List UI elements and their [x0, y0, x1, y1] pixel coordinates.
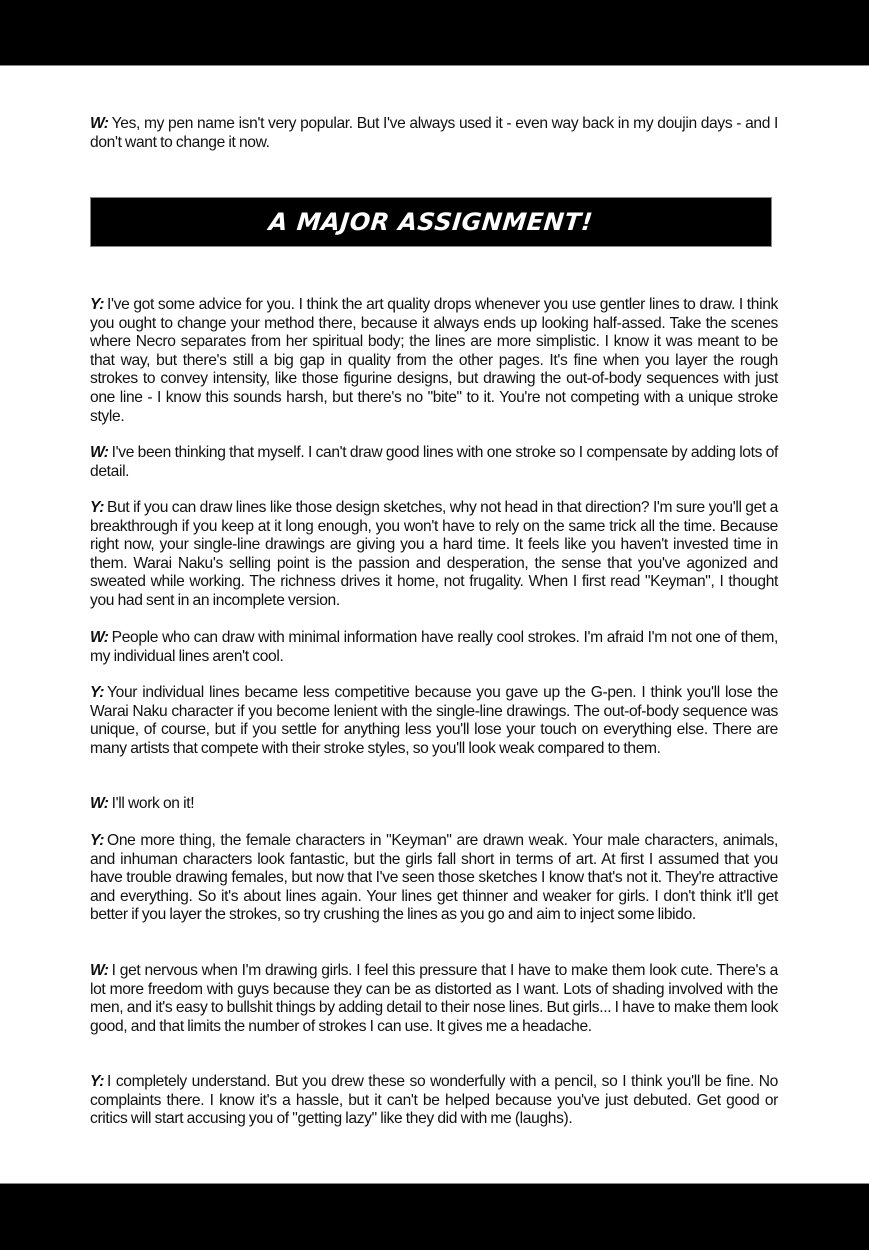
speaker-label: Y:	[90, 832, 105, 849]
speaker-label: Y:	[90, 1073, 105, 1090]
bottom-frame-bar	[0, 1183, 869, 1250]
dialogue-paragraph	[90, 1073, 778, 1129]
paragraph-text: I've got some advice for you. I think the art quality drops whenever you use gentler lines to draw. I think you ought to change your method there, because it always ends up looking half-assed. Take the scenes where Necro separates from her spiritual body; the lines are more simplistic. I know it was meant to be that way, but there's still a big gap in quality from the other pages. It's fine when you layer the rough strokes to convey intensity, like those figurine designs, but drawing the out-of-body sequences with just one line - I know this sounds harsh, but there's no "bite" to it. You're not competing with a unique stroke style.	[90, 296, 778, 425]
paragraph-text: People who can draw with minimal information have really cool strokes. I'm afraid I'm not one of them, my individual lines aren't cool.	[90, 629, 778, 665]
paragraph-text: But if you can draw lines like those design sketches, why not head in that direction? I'm sure you'll get a breakthrough if you keep at it long enough, you won't have to rely on the same trick all the time. Because right now, your single-line drawings are giving you a hard time. It feels like you haven't invested time in them. Warai Naku's selling point is the passion and desperation, the sense that you've agonized and sweated while working. The richness drives it home, not frugality. When I first read "Keyman", I thought you had sent in an incomplete version.	[90, 499, 778, 609]
dialogue-paragraph	[90, 962, 778, 1036]
intro-paragraph	[90, 115, 778, 152]
paragraph-text: I get nervous when I'm drawing girls. I feel this pressure that I have to make them look cute. There's a lot more freedom with guys because they can be as distorted as I want. Lots of shading involved with the men, and it's easy to bullshit things by adding detail to their nose lines. But girls... I have to make them look good, and that limits the number of strokes I can use. It gives me a headache.	[90, 962, 778, 1035]
paragraph-text: I'll work on it!	[111, 795, 195, 812]
paragraph-text: I've been thinking that myself. I can't draw good lines with one stroke so I compensate by adding lots of detail.	[90, 444, 778, 480]
speaker-label: W:	[90, 795, 109, 812]
top-frame-bar	[0, 0, 869, 66]
paragraph-text: One more thing, the female characters in "Keyman" are drawn weak. Your male characters, animals, and inhuman characters look fantastic, but the girls fall short in terms of art. At first I assumed that you have trouble drawing females, but now that I've seen those sketches I know that's not it. They're attractive and everything. So it's about lines again. Your lines get thinner and weaker for girls. I don't think it'll get better if you layer the strokes, so try crushing the lines as you go and aim to inject some libido.	[90, 832, 778, 924]
dialogue-paragraph	[90, 684, 778, 758]
speaker-label: Y:	[90, 296, 105, 313]
dialogue-paragraph	[90, 832, 778, 925]
dialogue-paragraph	[90, 444, 778, 481]
dialogue-paragraph	[90, 499, 778, 611]
dialogue-paragraph	[90, 296, 778, 426]
paragraph-text: Yes, my pen name isn't very popular. But I've always used it - even way back in my doujin days - and I don't want to change it now.	[90, 115, 778, 151]
section-heading-banner	[90, 197, 772, 247]
speaker-label: W:	[90, 444, 109, 461]
speaker-label: Y:	[90, 499, 105, 516]
paragraph-text: I completely understand. But you drew these so wonderfully with a pencil, so I think you'll be fine. No complaints there. I know it's a hassle, but it can't be helped because you've just debuted. Get good or critics will start accusing you of "getting lazy" like they did with me (laughs).	[90, 1073, 778, 1128]
dialogue-paragraph	[90, 629, 778, 666]
dialogue-paragraph	[90, 795, 778, 814]
speaker-label: Y:	[90, 684, 105, 701]
speaker-label: W:	[90, 115, 109, 132]
speaker-label: W:	[90, 962, 109, 979]
paragraph-text: Your individual lines became less competitive because you gave up the G-pen. I think you'll lose the Warai Naku character if you become lenient with the single-line drawings. The out-of-body sequence was unique, of course, but if you settle for anything less you'll lose your touch on everything else. There are many artists that compete with their stroke styles, so you'll look weak compared to them.	[90, 684, 778, 757]
speaker-label: W:	[90, 629, 109, 646]
section-heading: A MAJOR ASSIGNMENT!	[267, 208, 595, 236]
